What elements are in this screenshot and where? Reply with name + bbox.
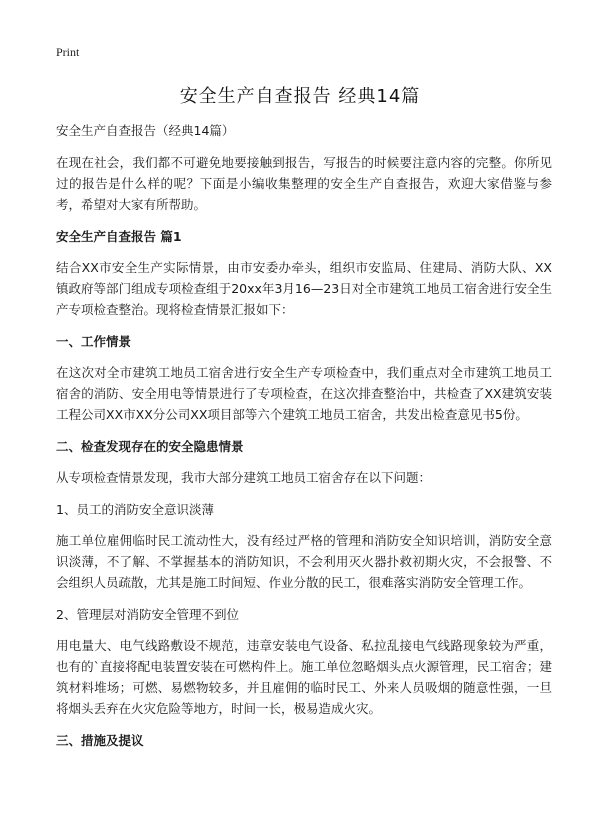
intro-paragraph: 在现在社会，我们都不可避免地要接触到报告，写报告的时候要注意内容的完整。你所见过的报告是什么样的呢？下面是小编收集整理的安全生产自查报告，欢迎大家借鉴与参考，希望对大家有所帮助。 <box>56 155 552 212</box>
part2-heading: 二、检查发现存在的安全隐患情景 <box>56 439 244 454</box>
document-title: 安全生产自查报告 经典14篇 <box>179 86 421 107</box>
part1-heading: 一、工作情景 <box>56 334 132 349</box>
document-body <box>56 120 552 761</box>
part2-item2-title: 2、管理层对消防安全管理不到位 <box>56 607 239 622</box>
section1-paragraph: 结合XX市安全生产实际情景，由市安委办牵头，组织市安监局、住建局、消防大队、XX镇政府等部门组成专项检查组于20xx年3月16—23日对全市建筑工地员工宿舍进行安全生产专项检查整治。现将检查情景汇报如下： <box>56 260 552 317</box>
print-label[interactable]: Print <box>56 45 80 59</box>
section-heading-1: 安全生产自查报告 篇1 <box>56 229 182 244</box>
part2-item1-title: 1、员工的消防安全意识淡薄 <box>56 502 214 517</box>
part3-heading: 三、措施及提议 <box>56 733 144 748</box>
document-subtitle: 安全生产自查报告（经典14篇） <box>56 123 235 138</box>
part1-paragraph: 在这次对全市建筑工地员工宿舍进行安全生产专项检查中，我们重点对全市建筑工地员工宿舍的消防、安全用电等情景进行了专项检查，在这次排查整治中，共检查了XX建筑安装工程公司XX市XX分公司XX项目部等六个建筑工地员工宿舍，共发出检查意见书5份。 <box>56 365 552 422</box>
part2-item2-paragraph: 用电量大、电气线路敷设不规范，违章安装电气设备、私拉乱接电气线路现象较为严重，也有的`直接将配电装置安装在可燃构件上。施工单位忽略烟头点火源管理，民工宿舍；建筑材料堆场；可燃、易燃物较多，并且雇佣的临时民工、外来人员吸烟的随意性强，一旦将烟头丢弃在火灾危险等地方，时间一长，极易造成火灾。 <box>56 638 552 716</box>
part2-paragraph: 从专项检查情景发现，我市大部分建筑工地员工宿舍存在以下问题： <box>56 470 432 485</box>
part2-item1-paragraph: 施工单位雇佣临时民工流动性大，没有经过严格的管理和消防安全知识培训，消防安全意识淡薄，不了解、不掌握基本的消防知识，不会利用灭火器扑救初期火灾，不会报警、不会组织人员疏散，尤其是施工时间短、作业分散的民工，很难落实消防安全管理工作。 <box>56 533 552 590</box>
